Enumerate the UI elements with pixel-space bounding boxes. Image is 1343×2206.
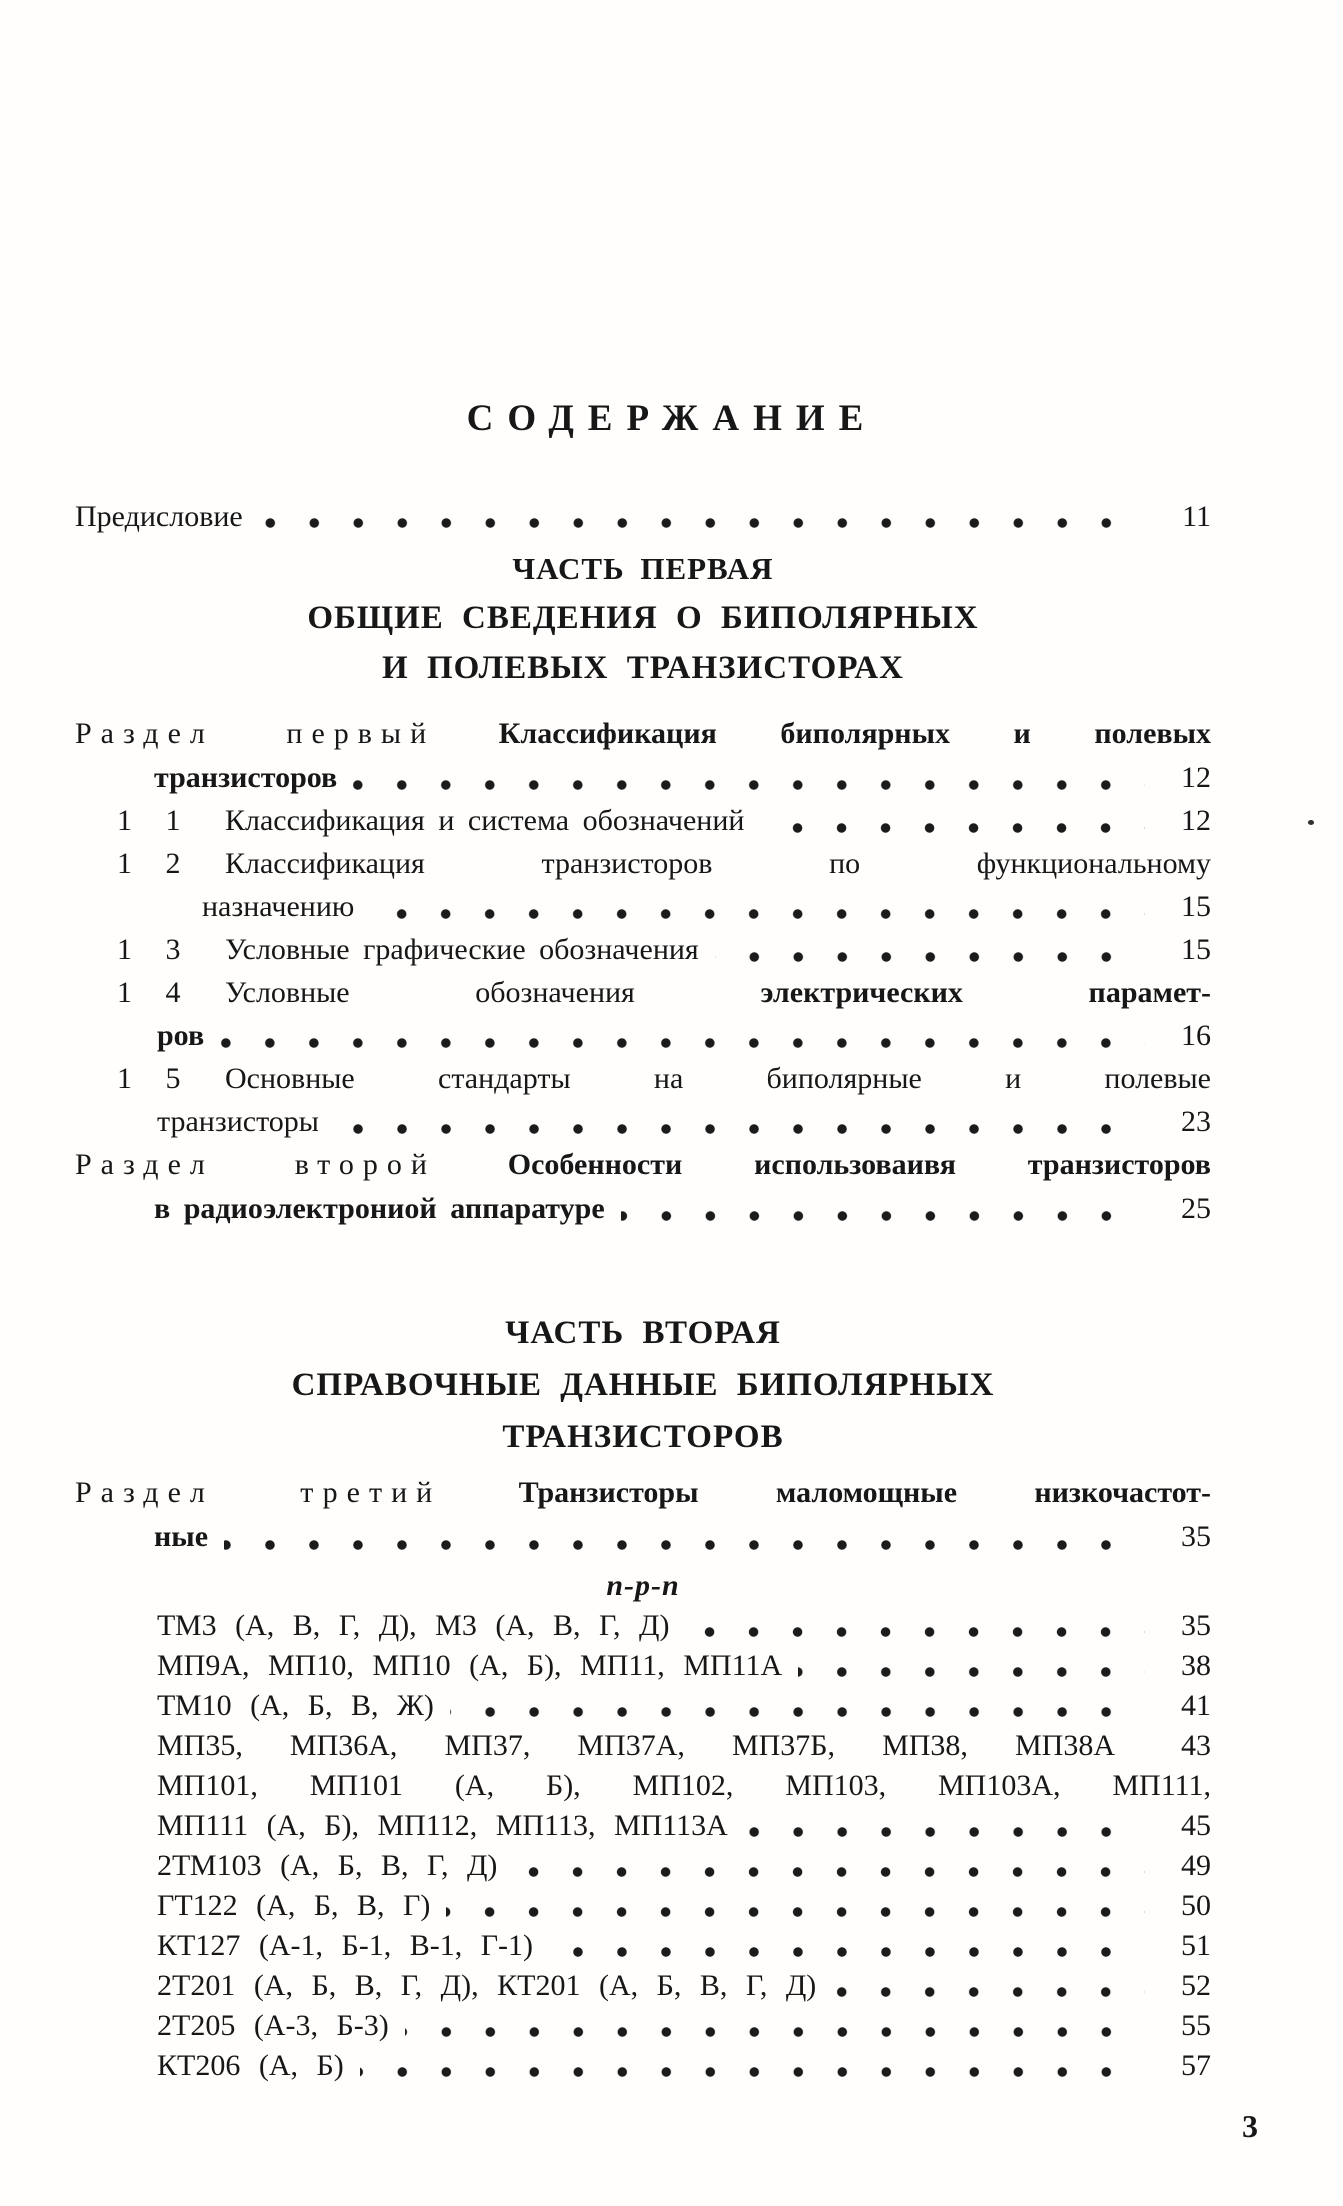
toc-entry [75, 1014, 1211, 1057]
page-number: 23 [1181, 1105, 1211, 1138]
page-number: 15 [1181, 890, 1211, 923]
section-line [75, 1471, 1211, 1515]
toc-item [75, 842, 1211, 885]
page-number: 12 [1181, 761, 1211, 794]
entry-text-part: Условные обозначения [225, 976, 635, 1009]
toc-entry [75, 1100, 1211, 1143]
part-subtitle: ОБЩИЕ СВЕДЕНИЯ О БИПОЛЯРНЫХ [307, 600, 979, 636]
toc-entry [75, 1606, 1211, 1646]
page-number: 49 [1181, 1849, 1211, 1882]
part-subtitle: ТРАНЗИСТОРОВ [502, 1419, 784, 1455]
toc-content [75, 0, 1211, 2086]
entry-text: Основные стандарты на биполярные и полевые [225, 1062, 1211, 1095]
leader-dots [224, 1515, 1153, 1559]
entry-text: ТМ10 (А, Б, В, Ж) [157, 1689, 434, 1722]
item-number: 1 3 [117, 933, 181, 966]
entry-text: Классификация транзисторов по функциональному [225, 847, 1211, 880]
toc-item [75, 971, 1211, 1014]
entry-text: 2ТМ103 (А, Б, В, Г, Д) [157, 1849, 498, 1882]
section-title: Классификация биполярных и полевых [498, 717, 1212, 750]
entry-text: Условные графические обозначения [225, 933, 699, 966]
section-line [75, 1143, 1211, 1187]
entry-text: назначению [202, 890, 355, 923]
page-number: 35 [1181, 1520, 1211, 1553]
leader-dots [335, 1100, 1153, 1143]
page-number: 57 [1181, 2049, 1211, 2082]
entry-text: транзисторы [157, 1105, 319, 1138]
leader-dots [832, 1966, 1153, 2006]
entry-text-bold: электрических парамет- [760, 976, 1211, 1009]
page-number: 45 [1181, 1809, 1211, 1842]
npn-heading: n-p-n [606, 1569, 680, 1602]
ink-speck [1308, 820, 1314, 825]
toc-entry [75, 1886, 1211, 1926]
leader-dots [220, 1014, 1153, 1057]
toc-entry [75, 497, 1211, 537]
page-number: 11 [1182, 500, 1211, 533]
item-number: 1 2 [117, 847, 181, 880]
page-number: 15 [1181, 933, 1211, 966]
entry-text: в радиоэлектрониой аппаратуре [154, 1192, 605, 1225]
section-row [75, 712, 1211, 756]
section-label: Раздел третий [75, 1476, 442, 1509]
toc-entry [75, 1766, 1211, 1806]
page-number: 52 [1181, 1969, 1211, 2002]
toc-entry [75, 1966, 1211, 2006]
toc-entry [75, 1686, 1211, 1726]
entry-text: МП101, МП101 (А, Б), МП102, МП103, МП103А, МП111, [157, 1769, 1211, 1802]
toc-entry [75, 1806, 1211, 1846]
entry-text: транзисторов [154, 761, 338, 794]
page-number: 16 [1181, 1019, 1211, 1052]
section-label: Раздел первый [75, 717, 436, 750]
entry-text: 2Т201 (А, Б, В, Г, Д), КТ201 (А, Б, В, Г, Д) [157, 1969, 817, 2002]
toc-entry [75, 756, 1211, 799]
section-title: Особенности использоваивя транзисторов [507, 1148, 1212, 1181]
leader-dots [405, 2006, 1153, 2046]
toc-entry [75, 1646, 1211, 1686]
entry-text: МП111 (А, Б), МП112, МП113, МП113А [157, 1809, 728, 1842]
entry-text: Предисловие [75, 500, 243, 533]
entry-text: ров [157, 1019, 205, 1052]
toc-entry [75, 1926, 1211, 1966]
toc-entry [75, 1846, 1211, 1886]
leader-dots [621, 1187, 1153, 1230]
entry-text: ные [154, 1520, 209, 1553]
entry-text: МП35, МП36А, МП37, МП37А, МП37Б, МП38, МП38А [157, 1729, 1115, 1762]
toc-entry [75, 1515, 1211, 1559]
page-number: 41 [1181, 1689, 1211, 1722]
item-number: 1 1 [117, 804, 181, 837]
item-number: 1 5 [117, 1062, 181, 1095]
section-row [75, 1143, 1211, 1187]
entry-text: 2Т205 (А-3, Б-3) [157, 2009, 389, 2042]
item-number: 1 4 [117, 976, 181, 1009]
page-number: 35 [1181, 1609, 1211, 1642]
section-title: Транзисторы маломощные низкочастот- [518, 1476, 1212, 1509]
section-label: Раздел второй [75, 1148, 436, 1181]
leader-dots [685, 1606, 1153, 1646]
toc-entry [75, 2006, 1211, 2046]
page-title: СОДЕРЖАНИЕ [466, 398, 878, 439]
leader-dots [549, 1926, 1153, 1966]
leader-dots [760, 799, 1153, 842]
part-subtitle: И ПОЛЕВЫХ ТРАНЗИСТОРАХ [382, 650, 904, 686]
entry-text: МП9А, МП10, МП10 (А, Б), МП11, МП11А [157, 1649, 783, 1682]
toc-entry [75, 885, 1211, 928]
toc-item [75, 1057, 1211, 1100]
part-heading: ЧАСТЬ ВТОРАЯ [505, 1315, 781, 1351]
part-subtitle: СПРАВОЧНЫЕ ДАННЫЕ БИПОЛЯРНЫХ [291, 1367, 995, 1403]
toc-item [75, 928, 1211, 971]
leader-dots [744, 1806, 1153, 1846]
page-number: 55 [1181, 2009, 1211, 2042]
toc-entry [75, 1726, 1211, 1766]
leader-dots [259, 497, 1153, 537]
page-number: 51 [1181, 1929, 1211, 1962]
part-heading: ЧАСТЬ ПЕРВАЯ [512, 551, 774, 586]
entry-text: ГТ122 (А, Б, В, Г) [157, 1889, 431, 1922]
leader-dots [370, 885, 1153, 928]
page-number: 12 [1181, 804, 1211, 837]
toc-entry [75, 2046, 1211, 2086]
page-number: 50 [1181, 1889, 1211, 1922]
leader-dots [360, 2046, 1153, 2086]
leader-dots [715, 928, 1153, 971]
leader-dots [513, 1846, 1153, 1886]
leader-dots [446, 1886, 1153, 1926]
entry-text [225, 971, 1211, 1014]
leader-dots [450, 1686, 1153, 1726]
page-number: 43 [1181, 1729, 1211, 1762]
leader-dots [353, 756, 1153, 799]
leader-dots [798, 1646, 1153, 1686]
entry-text: КТ206 (А, Б) [157, 2049, 344, 2082]
section-row [75, 1471, 1211, 1515]
page-number: 25 [1181, 1192, 1211, 1225]
toc-item [75, 799, 1211, 842]
entry-text: ТМ3 (А, В, Г, Д), М3 (А, В, Г, Д) [157, 1609, 670, 1642]
entry-text: Классификация и система обозначений [225, 804, 745, 837]
entry-text: КТ127 (А-1, Б-1, В-1, Г-1) [157, 1929, 534, 1962]
toc-entry [75, 1187, 1211, 1230]
section-line [75, 712, 1211, 756]
page-number: 38 [1181, 1649, 1211, 1682]
page-folio: 3 [1242, 2108, 1258, 2144]
